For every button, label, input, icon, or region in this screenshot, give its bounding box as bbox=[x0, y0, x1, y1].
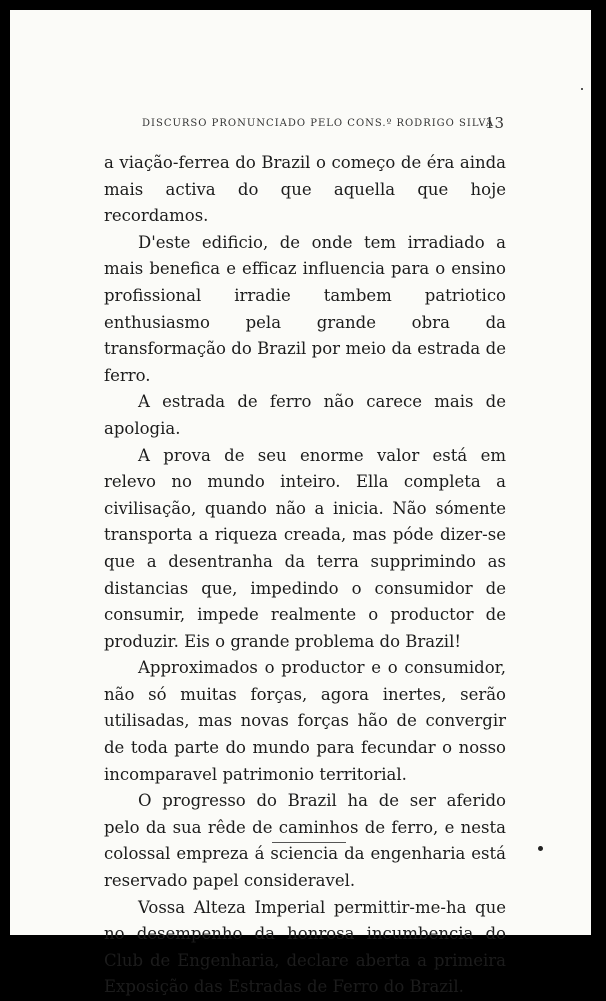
paragraph-5: Approximados o productor e o consumidor, não só muitas forças, agora inertes, serão utilisadas, mas novas forças hão de convergir de toda parte do mundo para fecundar o nosso incomparavel patrimonio territorial. bbox=[104, 658, 506, 784]
paragraph-2: D'este edificio, de onde tem irradiado a mais benefica e efficaz influencia para o ensino profissional irradie tambem patriotico enthusiasmo pela grande obra da transformação do Brazil por meio da estrada de ferro. bbox=[104, 232, 506, 385]
ink-speck bbox=[538, 846, 543, 851]
paragraph-3: A estrada de ferro não carece mais de apologia. bbox=[104, 392, 506, 438]
paragraph-4: A prova de seu enorme valor está em relevo no mundo inteiro. Ella completa a civilisação, quando não a inicia. Não sómente transporta a riqueza creada, mas póde dizer-se que a desentranha da terra supprimindo as distancias que, impedindo o consumidor de consumir, impede realmente o productor de produzir. Eis o grande problema do Brazil! bbox=[104, 445, 506, 651]
page-number: 13 bbox=[485, 114, 505, 132]
body-text bbox=[104, 150, 506, 1001]
paragraph-6: O progresso do Brazil ha de ser aferido pelo da sua rêde de caminhos de ferro, e nesta colossal empreza á sciencia da engenharia está reservado papel consideravel. bbox=[104, 791, 506, 891]
ink-speck bbox=[581, 88, 583, 90]
end-rule bbox=[272, 842, 346, 843]
running-head: DISCURSO PRONUNCIADO PELO CONS.º RODRIGO SILVA bbox=[142, 118, 495, 129]
book-page bbox=[10, 10, 591, 997]
paragraph-7: Vossa Alteza Imperial permittir-me-ha que no desempenho da honrosa incumbencia do Club de Engenharia, declare aberta a primeira Exposição das Estradas de Ferro do Brazil. bbox=[104, 897, 506, 997]
paragraph-1: a viação-ferrea do Brazil o começo de éra ainda mais activa do que aquella que hoje recordamos. bbox=[104, 153, 506, 226]
